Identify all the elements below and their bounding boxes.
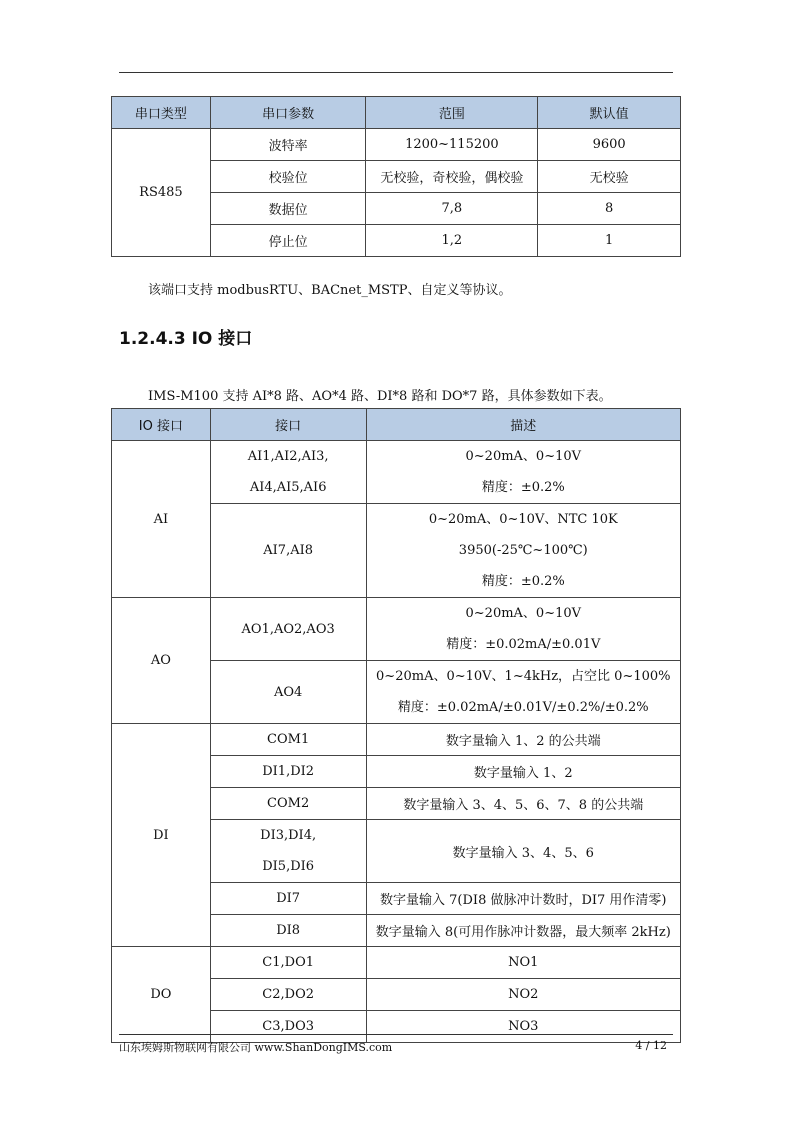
- page-number: 4 / 12: [635, 1039, 667, 1052]
- header-cell: 串口参数: [210, 97, 366, 129]
- range-cell: 1200~115200: [366, 129, 538, 161]
- io-table: [111, 408, 681, 1043]
- section-heading: 1.2.4.3 IO 接口: [119, 329, 253, 349]
- port-cell: AO4: [210, 661, 366, 724]
- desc-cell: NO2: [366, 979, 680, 1011]
- desc-cell: 数字量输入 7(DI8 做脉冲计数时，DI7 用作清零): [366, 883, 680, 915]
- desc-cell: 数字量输入 8(可用作脉冲计数器，最大频率 2kHz): [366, 915, 680, 947]
- serial-param-table: [111, 96, 681, 257]
- desc-line: 精度：±0.02mA/±0.01V/±0.2%/±0.2%: [397, 700, 649, 715]
- header-cell: 描述: [366, 409, 680, 441]
- default-cell: 无校验: [538, 161, 681, 193]
- port-cell: COM2: [210, 788, 366, 820]
- table-header-row: [112, 409, 681, 441]
- param-cell: 校验位: [210, 161, 366, 193]
- footer-company: 山东埃姆斯物联网有限公司 www.ShanDongIMS.com: [119, 1041, 393, 1054]
- header-cell: 范围: [366, 97, 538, 129]
- table-row: [112, 724, 681, 756]
- port-line: DI5,DI6: [262, 859, 315, 874]
- port-cell: AI7,AI8: [210, 504, 366, 598]
- table-row: [112, 598, 681, 661]
- range-cell: 无校验，奇校验，偶校验: [366, 161, 538, 193]
- range-cell: 7,8: [366, 193, 538, 225]
- port-line: AI1,AI2,AI3,: [247, 449, 329, 464]
- table-row: [112, 441, 681, 504]
- desc-line: 0~20mA、0~10V: [465, 449, 582, 464]
- io-group-ao: AO: [112, 598, 211, 724]
- header-cell: 接口: [210, 409, 366, 441]
- desc-line: 精度：±0.02mA/±0.01V: [446, 637, 601, 652]
- port-cell: DI7: [210, 883, 366, 915]
- footer-rule: [119, 1034, 673, 1035]
- desc-cell: 数字量输入 1、2: [366, 756, 680, 788]
- serial-type-cell: RS485: [112, 129, 211, 257]
- io-group-di: DI: [112, 724, 211, 947]
- port-cell: C2,DO2: [210, 979, 366, 1011]
- desc-line: 0~20mA、0~10V: [465, 606, 582, 621]
- param-cell: 波特率: [210, 129, 366, 161]
- header-cell: 默认值: [538, 97, 681, 129]
- desc-cell: 数字量输入 1、2 的公共端: [366, 724, 680, 756]
- param-cell: 数据位: [210, 193, 366, 225]
- table-header-row: [112, 97, 681, 129]
- port-cell: COM1: [210, 724, 366, 756]
- table-row: [112, 947, 681, 979]
- io-group-ai: AI: [112, 441, 211, 598]
- port-cell: C3,DO3: [210, 1011, 366, 1043]
- serial-note: 该端口支持 modbusRTU、BACnet_MSTP、自定义等协议。: [148, 283, 512, 298]
- default-cell: 8: [538, 193, 681, 225]
- io-intro: IMS-M100 支持 AI*8 路、AO*4 路、DI*8 路和 DO*7 路，具体参数如下表。: [148, 389, 612, 404]
- port-cell: [210, 441, 366, 504]
- desc-line: 0~20mA、0~10V、1~4kHz，占空比 0~100%: [376, 669, 671, 684]
- desc-cell: [366, 504, 680, 598]
- desc-cell: [366, 661, 680, 724]
- range-cell: 1,2: [366, 225, 538, 257]
- port-cell: DI1,DI2: [210, 756, 366, 788]
- header-rule: [119, 72, 673, 73]
- desc-line: 0~20mA、0~10V、NTC 10K 3950(-25℃~100℃): [428, 512, 618, 558]
- desc-line: 精度：±0.2%: [481, 574, 565, 589]
- table-row: [112, 129, 681, 161]
- header-cell: IO 接口: [112, 409, 211, 441]
- port-line: AI4,AI5,AI6: [249, 480, 327, 495]
- port-cell: AO1,AO2,AO3: [210, 598, 366, 661]
- port-cell: C1,DO1: [210, 947, 366, 979]
- desc-line: 精度：±0.2%: [481, 480, 565, 495]
- desc-cell: NO1: [366, 947, 680, 979]
- port-cell: [210, 820, 366, 883]
- port-line: DI3,DI4,: [260, 828, 317, 843]
- desc-cell: NO3: [366, 1011, 680, 1043]
- io-group-do: DO: [112, 947, 211, 1043]
- port-cell: DI8: [210, 915, 366, 947]
- param-cell: 停止位: [210, 225, 366, 257]
- desc-cell: 数字量输入 3、4、5、6、7、8 的公共端: [366, 788, 680, 820]
- default-cell: 9600: [538, 129, 681, 161]
- desc-cell: [366, 598, 680, 661]
- desc-cell: 数字量输入 3、4、5、6: [366, 820, 680, 883]
- desc-cell: [366, 441, 680, 504]
- header-cell: 串口类型: [112, 97, 211, 129]
- default-cell: 1: [538, 225, 681, 257]
